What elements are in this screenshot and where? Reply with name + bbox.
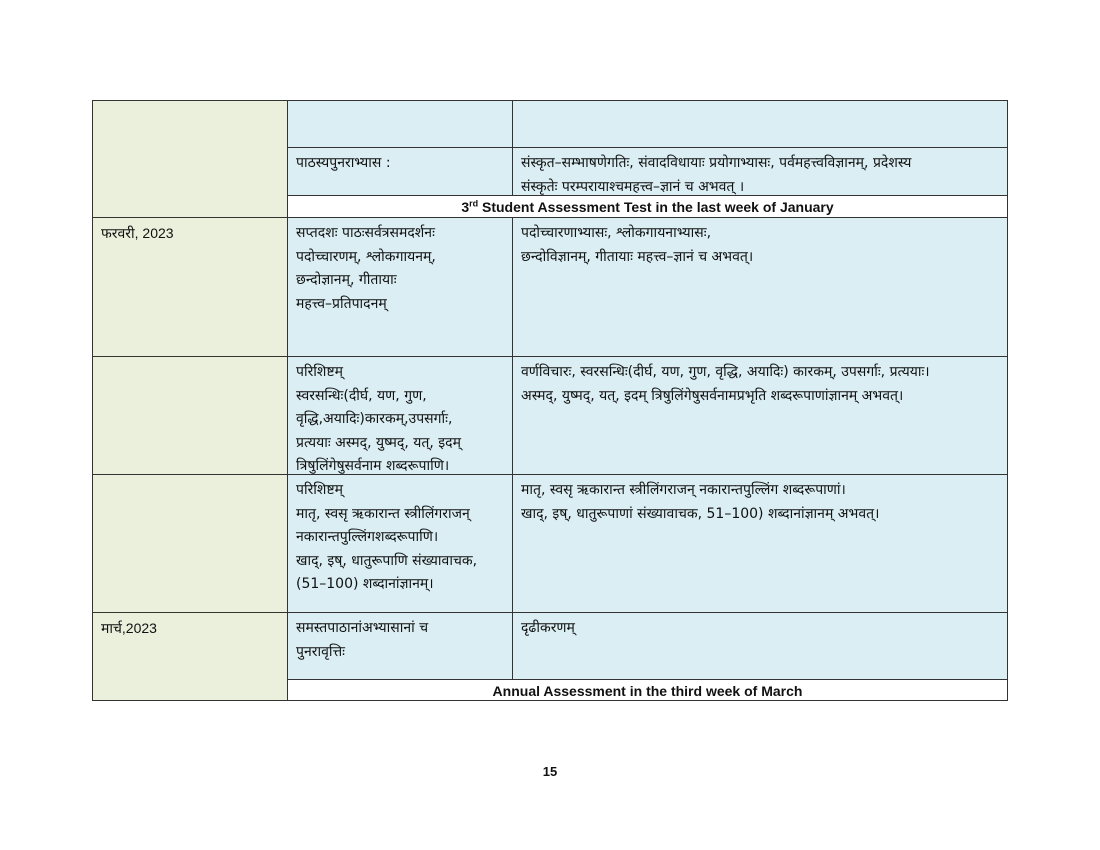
activity-line: छन्दोविज्ञानम्, गीतायाः महत्त्व–ज्ञानं च अभवत्। — [521, 248, 754, 265]
banner-ordinal-suffix: rd — [469, 198, 479, 209]
topic-line: छन्दोज्ञानम्, गीतायाः — [296, 272, 397, 288]
month-cell-empty-1 — [92, 356, 288, 475]
topic-line: वृद्धि,अयादिः)कारकम्,उपसर्गाः, — [296, 411, 453, 427]
banner-text: Student Assessment Test in the last week of January — [478, 199, 834, 215]
assessment-banner-march — [287, 679, 1008, 701]
activity-cell-appendix-2 — [512, 474, 1008, 613]
topic-line: सप्तदशः पाठःसर्वत्रसमदर्शनः — [296, 225, 435, 241]
topic-cell-review — [287, 147, 513, 196]
banner-text: Annual Assessment in the third week of March — [492, 683, 803, 699]
topic-line: समस्तपाठानांअभ्यासानां च — [296, 620, 429, 636]
topic-line: परिशिष्टम् — [296, 482, 343, 498]
topic-cell-february — [287, 217, 513, 357]
topic-line: परिशिष्टम् — [296, 364, 343, 380]
activity-line: पदोच्चारणाभ्यासः, श्लोकगायनाभ्यासः, — [521, 225, 712, 241]
topic-cell-appendix-2 — [287, 474, 513, 613]
activity-line: वर्णविचारः, स्वरसन्धिः(दीर्घ, यण, गुण, वृद्धि, अयादिः) कारकम्, उपसर्गाः, प्रत्ययाः। — [521, 364, 930, 380]
topic-line: पुनरावृत्तिः — [296, 643, 345, 660]
activity-line: दृढीकरणम् — [521, 620, 575, 636]
topic-line: प्रत्ययाः अस्मद्, युष्मद्, यत्, इदम् — [296, 434, 461, 451]
month-cell-top — [92, 100, 288, 218]
activity-cell-top — [512, 100, 1008, 148]
page-number: 15 — [542, 764, 558, 779]
month-cell-february — [92, 217, 288, 357]
topic-line: नकारान्तपुल्लिंगशब्दरूपाणि। — [296, 529, 439, 545]
activity-line: संस्कृतेः परम्परायाश्चमहत्त्व–ज्ञानं च अभवत् । — [521, 178, 745, 195]
month-label-february: फरवरी, 2023 — [101, 225, 174, 241]
topic-line: त्रिषुलिंगेषुसर्वनाम शब्दरूपाणि। — [296, 458, 450, 474]
activity-cell-march — [512, 612, 1008, 680]
topic-line: महत्त्व–प्रतिपादनम् — [296, 295, 387, 312]
activity-line: खाद्, इष्, धातुरूपाणां संख्यावाचक, 51–100) शब्दानांज्ञानम् अभवत्। — [521, 505, 880, 522]
activity-line: संस्कृत–सम्भाषणेगतिः, संवादविधायाः प्रयोगाभ्यासः, पर्वमहत्त्वविज्ञानम्, प्रदेशस्य — [521, 155, 912, 171]
activity-line: अस्मद्, युष्मद्, यत्, इदम् त्रिषुलिंगेषुसर्वनामप्रभृति शब्दरूपाणांज्ञानम् अभवत्। — [521, 387, 904, 404]
month-cell-empty-2 — [92, 474, 288, 613]
topic-line: खाद्, इष्, धातुरूपाणि संख्यावाचक, — [296, 552, 478, 569]
banner-ordinal-number: 3 — [461, 199, 470, 215]
topic-line: पदोच्चारणम्, श्लोकगायनम्, — [296, 248, 436, 265]
activity-cell-review — [512, 147, 1008, 196]
topic-line: स्वरसन्धिः(दीर्घ, यण, गुण, — [296, 387, 427, 404]
month-label-march: मार्च,2023 — [101, 620, 157, 636]
assessment-banner-january — [287, 195, 1008, 218]
topic-cell-appendix-1 — [287, 356, 513, 475]
activity-cell-appendix-1 — [512, 356, 1008, 475]
topic-line: मातृ, स्वसृ ऋकारान्त स्त्रीलिंगराजन् — [296, 505, 470, 522]
activity-cell-february — [512, 217, 1008, 357]
topic-line: (51–100) शब्दानांज्ञानम्। — [296, 576, 434, 592]
topic-text: पाठस्यपुनराभ्यास : — [296, 155, 391, 171]
topic-cell-top — [287, 100, 513, 148]
activity-line: मातृ, स्वसृ ऋकारान्त स्त्रीलिंगराजन् नकारान्तपुल्लिंग शब्दरूपाणां। — [521, 482, 846, 498]
month-cell-march — [92, 612, 288, 701]
topic-cell-march — [287, 612, 513, 680]
